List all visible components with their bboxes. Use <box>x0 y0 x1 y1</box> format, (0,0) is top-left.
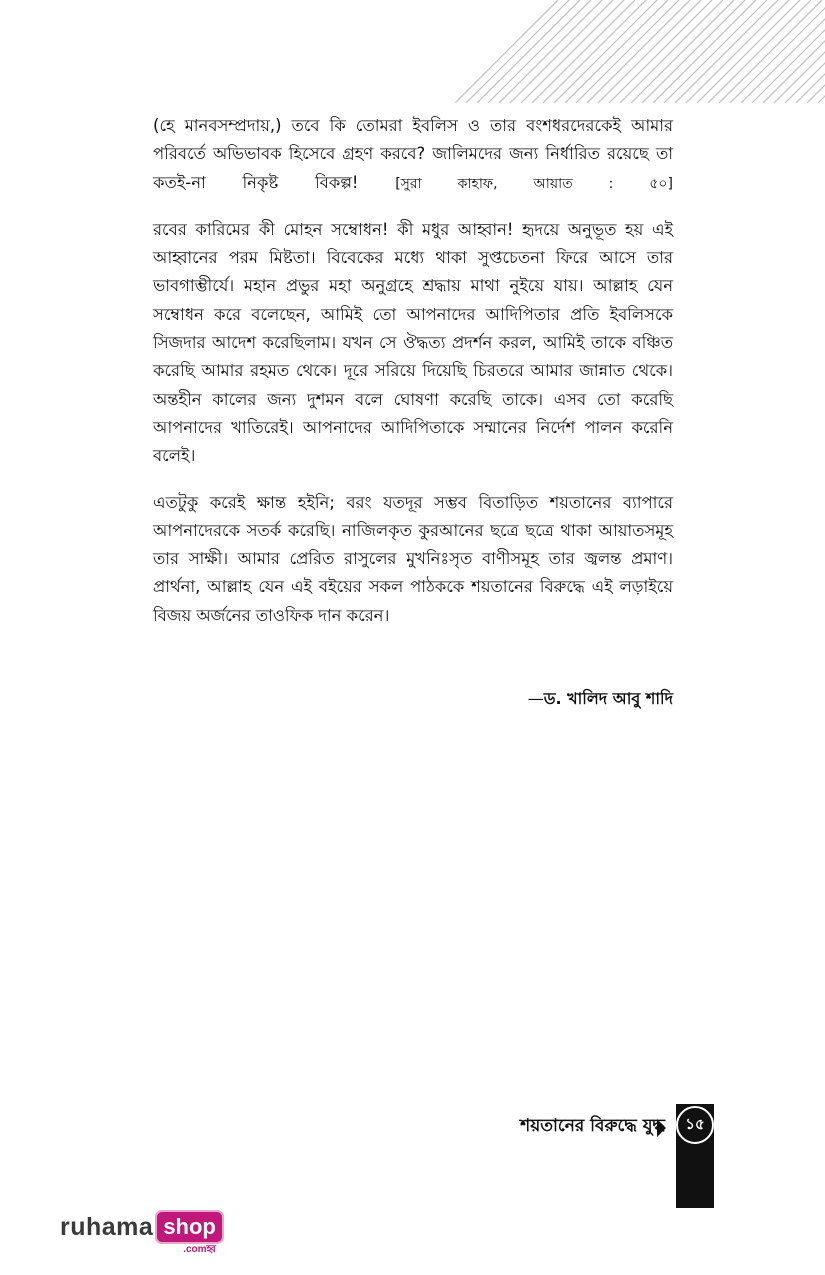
hatch-line <box>642 0 745 103</box>
signature-dash: — <box>527 689 544 708</box>
hatch-line <box>543 0 646 103</box>
hatch-line <box>763 0 825 103</box>
quran-quote-paragraph <box>153 112 673 198</box>
hatch-line <box>609 0 712 103</box>
hatch-line <box>653 0 756 103</box>
logo-domain-text: .comহ্ব <box>183 1244 216 1255</box>
hatch-line <box>686 0 789 103</box>
hatch-line <box>598 0 701 103</box>
hatch-line <box>620 0 723 103</box>
hatch-line <box>708 0 811 103</box>
main-text-block <box>153 112 673 648</box>
page-number: ১৫ <box>676 1106 714 1144</box>
triangle-arrow-icon <box>657 1119 666 1137</box>
hatch-line <box>521 0 624 103</box>
hatch-line <box>807 0 825 103</box>
hatch-line <box>488 0 591 103</box>
hatch-line <box>785 0 825 103</box>
author-name: ড. খালিদ আবু শাদি <box>543 689 673 708</box>
hatch-line <box>818 0 825 103</box>
hatch-line <box>455 0 558 103</box>
hatch-line <box>664 0 767 103</box>
logo-shop-badge <box>155 1210 224 1255</box>
running-footer-title: শয়তানের বিরুদ্ধে যুদ্ধ <box>520 1116 665 1136</box>
hatch-line <box>499 0 602 103</box>
hatch-line <box>477 0 580 103</box>
hatch-line <box>697 0 800 103</box>
diagonal-hatch-decoration <box>455 0 825 103</box>
quran-reference: [সুরা কাহাফ, আয়াত : ৫০] <box>395 175 673 192</box>
logo-shop-text: shop <box>155 1210 224 1244</box>
logo-ruhama-text: ruhama <box>60 1213 154 1241</box>
hatch-line <box>554 0 657 103</box>
body-paragraph: রবের কারিমের কী মোহন সম্বোধন! কী মধুর আহ্বান! হৃদয়ে অনুভূত হয় এই আহ্বানের পরম মিষ্টতা। বিবেকের মধ্যে থাকা সুপ্তচেতনা ফিরে আসে তার ভাবগাম্ভীর্যে। মহান প্রভুর মহা অনুগ্রহে শ্রদ্ধায় মাথা নুইয়ে যায়। আল্লাহ যেন সম্বোধন করে বলেছেন, আমিই তো আপনাদের আদিপিতার প্রতি ইবলিসকে সিজদার আদেশ করেছিলাম। যখন সে ঔদ্ধত্য প্রদর্শন করল, আমিই তাকে বঞ্চিত করেছি আমার রহমত থেকে। দূরে সরিয়ে দিয়েছি চিরতরে আমার জান্নাত থেকে। অন্তহীন কালের জন্য দুশমন বলে ঘোষণা করেছি তাকে। এসব তো করেছি আপনাদের খাতিরেই। আপনাদের আদিপিতাকে সম্মানের নির্দেশ পালন করেনি বলেই। <box>153 219 673 466</box>
quran-quote-text: (হে মানবসম্প্রদায়,) তবে কি তোমরা ইবলিস ও তার বংশধরদেরকেই আমার পরিবর্তে অভিভাবক হিসেবে গ্রহণ করবে? জালিমদের জন্য নির্ধারিত রয়েছে তা কতই-না নিকৃষ্ট বিকল্প! <box>153 116 673 192</box>
hatch-line <box>510 0 613 103</box>
hatch-line <box>532 0 635 103</box>
author-signature <box>528 686 673 713</box>
hatch-line <box>719 0 822 103</box>
hatch-line <box>741 0 825 103</box>
hatch-line <box>565 0 668 103</box>
body-paragraph: এতটুকু করেই ক্ষান্ত হইনি; বরং যতদূর সম্ভব বিতাড়িত শয়তানের ব্যাপারে আপনাদেরকে সতর্ক করেছি। নাজিলকৃত কুরআনের ছত্রে ছত্রে থাকা আয়াতসমূহ তার সাক্ষী। আমার প্রেরিত রাসুলের মুখনিঃসৃত বাণীসমূহ তার জ্বলন্ত প্রমাণ। প্রার্থনা, আল্লাহ যেন এই বইয়ের সকল পাঠককে শয়তানের বিরুদ্ধে এই লড়াইয়ে বিজয় অর্জনের তাওফিক দান করেন। <box>153 492 673 625</box>
hatch-line <box>576 0 679 103</box>
hatch-line <box>466 0 569 103</box>
hatch-line <box>675 0 778 103</box>
hatch-line <box>587 0 690 103</box>
ruhamashop-logo <box>60 1210 224 1255</box>
hatch-line <box>631 0 734 103</box>
